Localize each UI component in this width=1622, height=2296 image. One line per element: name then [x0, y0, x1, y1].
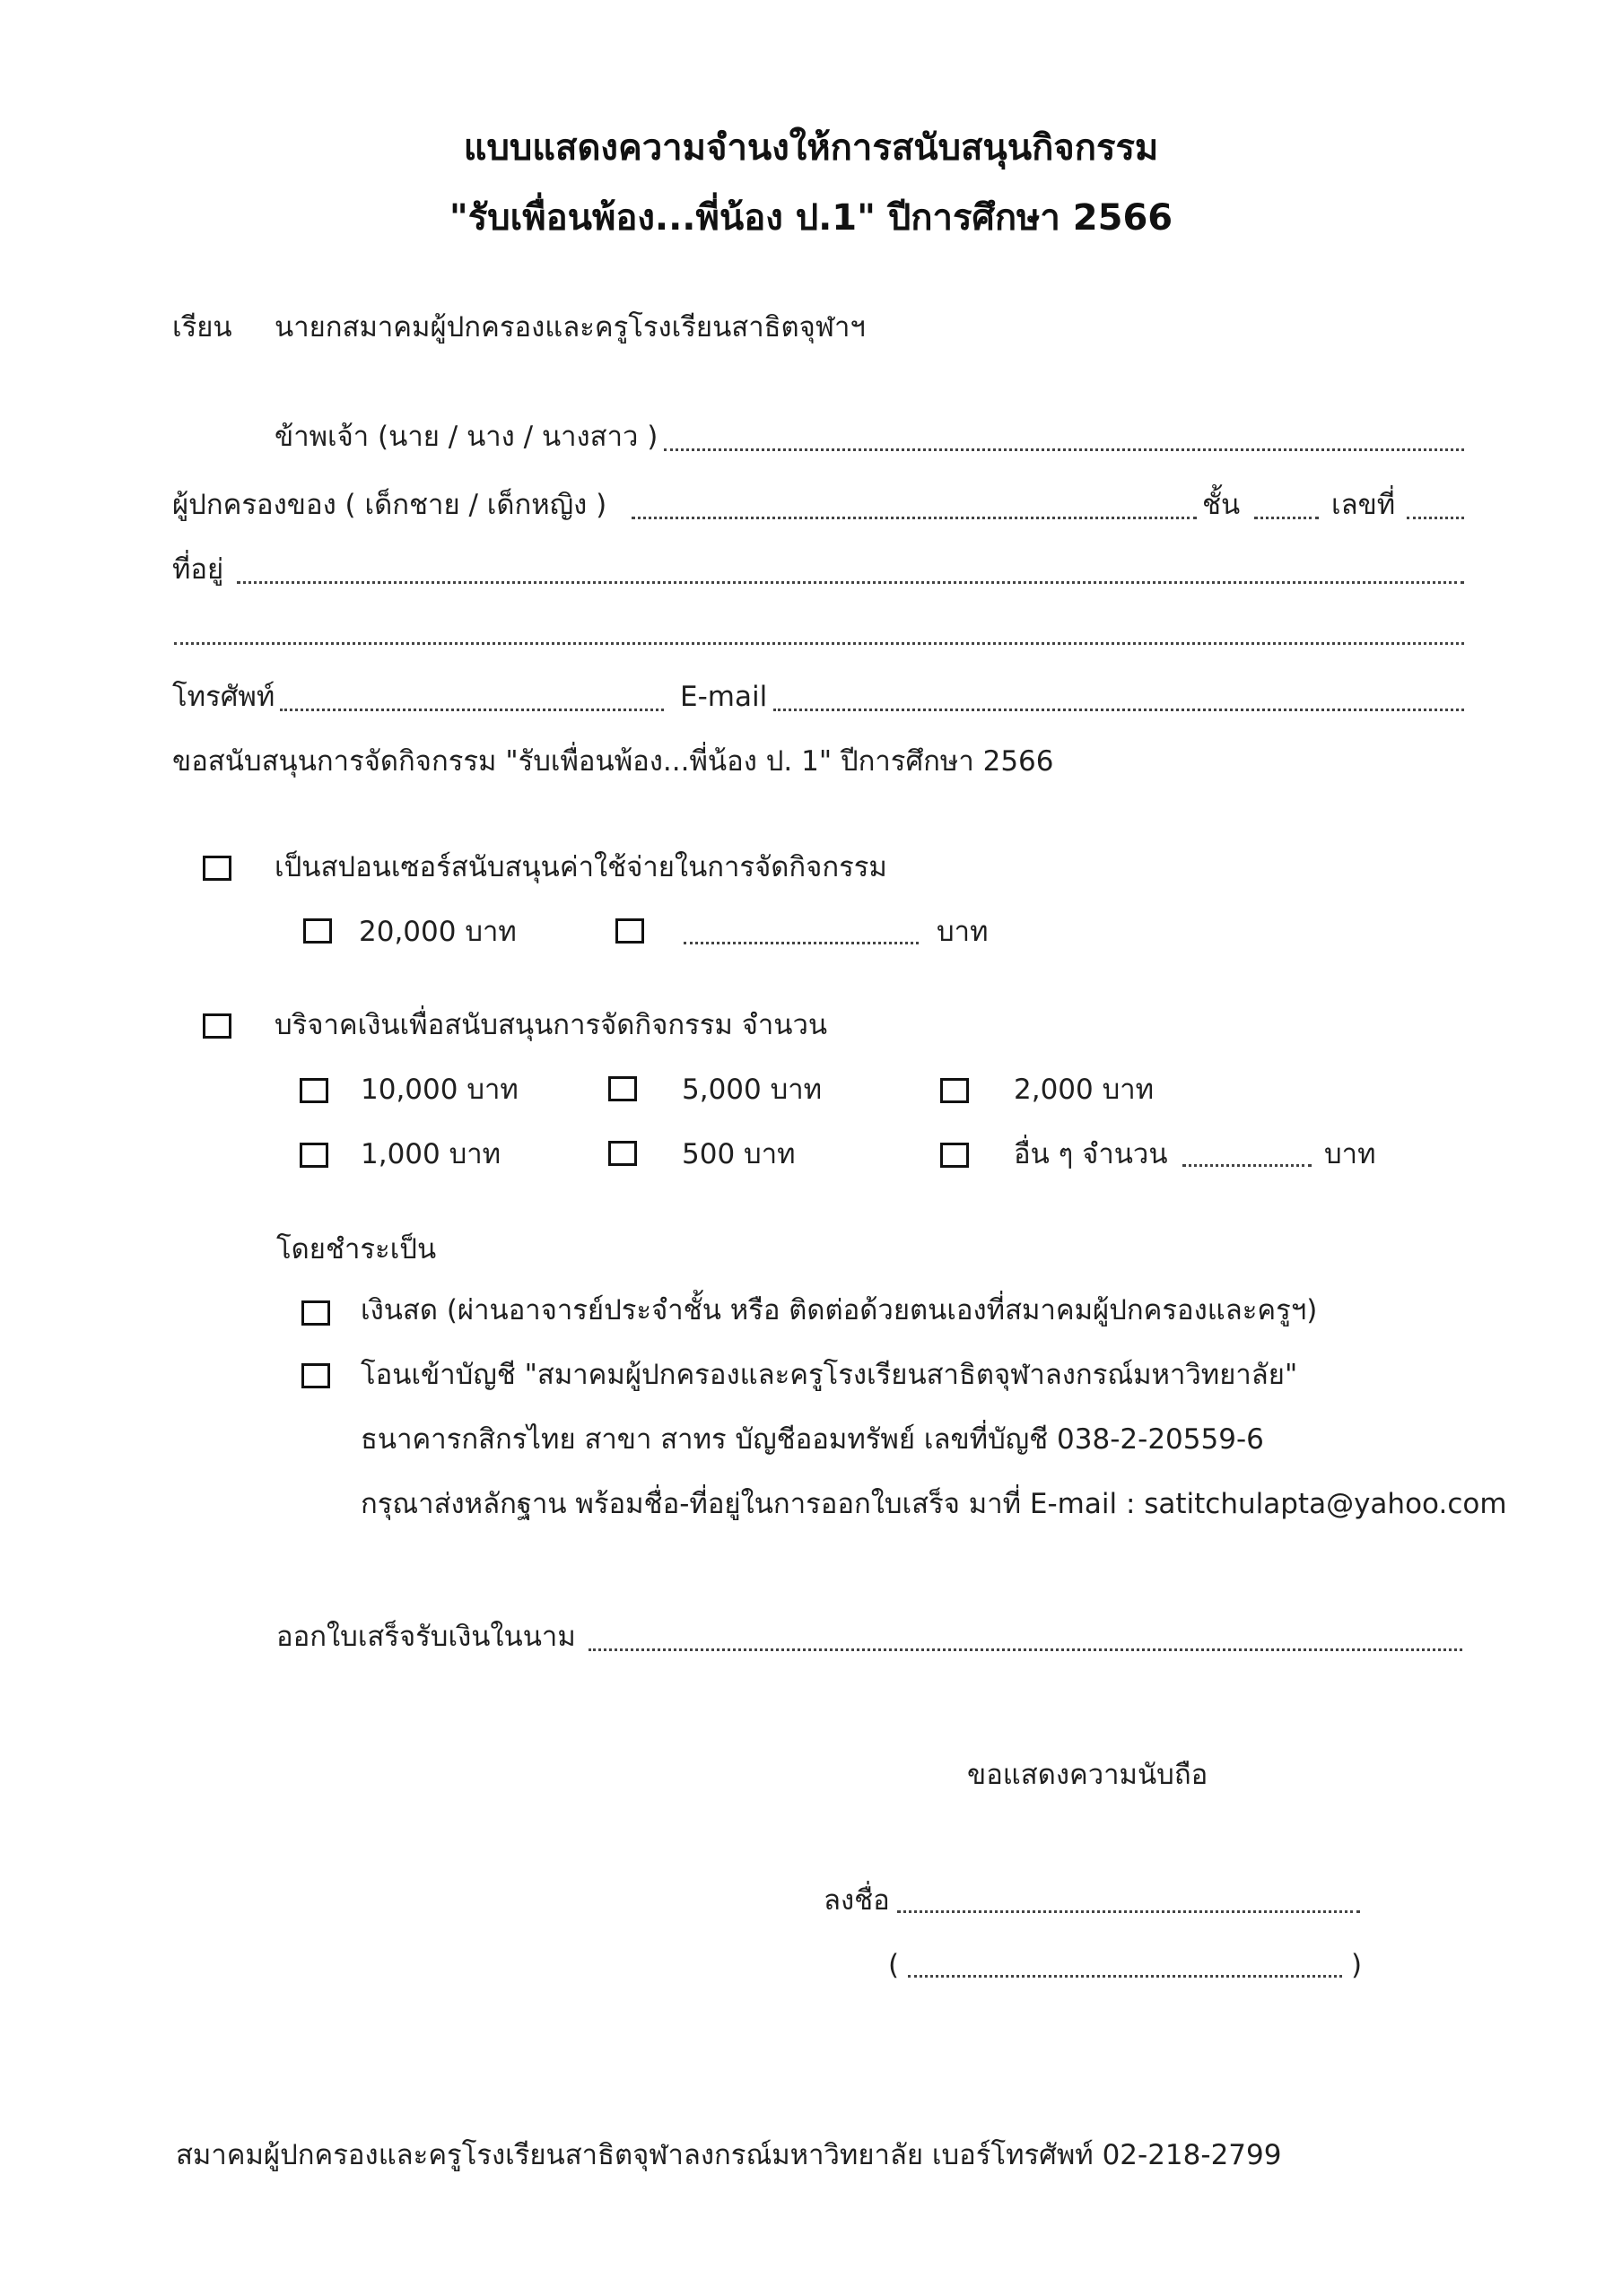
donation-1000-checkbox[interactable]: [300, 1143, 328, 1168]
sponsor-label: เป็นสปอนเซอร์สนับสนุนค่าใช้จ่ายในการจัดกิจกรรม: [275, 851, 887, 883]
salutation-label: เรียน: [172, 311, 232, 344]
name-field[interactable]: [664, 448, 1464, 451]
donation-5000-label: 5,000 บาท: [682, 1074, 823, 1106]
donation-other-label: อื่น ๆ จำนวน: [1014, 1138, 1168, 1170]
donation-500-label: 500 บาท: [682, 1138, 796, 1170]
donation-5000-checkbox[interactable]: [608, 1076, 637, 1101]
class-field[interactable]: [1254, 517, 1319, 519]
evidence-instruction: กรุณาส่งหลักฐาน พร้อมชื่อ-ที่อยู่ในการออกใบเสร็จ มาที่ E-mail : satitchulapta@yahoo.com: [361, 1488, 1507, 1520]
class-label: ชั้น: [1202, 489, 1241, 521]
sponsor-20000-label: 20,000 บาท: [359, 916, 517, 948]
bank-account-line: ธนาคารกสิกรไทย สาขา สาทร บัญชีออมทรัพย์ เลขที่บัญชี 038-2-20559-6: [361, 1423, 1264, 1456]
printed-name-field[interactable]: [908, 1975, 1342, 1978]
footer-contact: สมาคมผู้ปกครองและครูโรงเรียนสาธิตจุฬาลงกรณ์มหาวิทยาลัย เบอร์โทรศัพท์ 02-218-2799: [176, 2139, 1282, 2171]
sponsor-other-checkbox[interactable]: [615, 918, 644, 944]
payment-cash-label: เงินสด (ผ่านอาจารย์ประจำชั้น หรือ ติดต่อด้วยตนเองที่สมาคมผู้ปกครองและครูฯ): [361, 1294, 1318, 1326]
payment-transfer-label: โอนเข้าบัญชี "สมาคมผู้ปกครองและครูโรงเรียนสาธิตจุฬาลงกรณ์มหาวิทยาลัย": [361, 1359, 1298, 1391]
student-name-field[interactable]: [632, 517, 1197, 519]
donation-10000-checkbox[interactable]: [300, 1078, 328, 1103]
printed-name-close-paren: ): [1351, 1949, 1363, 1981]
support-statement: ขอสนับสนุนการจัดกิจกรรม "รับเพื่อนพ้อง...พี่น้อง ป. 1" ปีการศึกษา 2566: [172, 745, 1054, 778]
donation-1000-label: 1,000 บาท: [361, 1138, 501, 1170]
receipt-name-field[interactable]: [589, 1648, 1462, 1651]
donation-10000-label: 10,000 บาท: [361, 1074, 519, 1106]
donation-other-unit: บาท: [1324, 1138, 1376, 1170]
payment-cash-checkbox[interactable]: [301, 1300, 330, 1326]
donation-label: บริจาคเงินเพื่อสนับสนุนการจัดกิจกรรม จำนวน: [275, 1009, 828, 1041]
receipt-name-label: ออกใบเสร็จรับเงินในนาม: [276, 1621, 576, 1653]
printed-name-open-paren: (: [888, 1949, 900, 1981]
signature-field[interactable]: [897, 1910, 1360, 1913]
sponsor-checkbox[interactable]: [203, 856, 231, 881]
address-field-line-1[interactable]: [237, 581, 1464, 584]
address-field-line-2[interactable]: [174, 642, 1464, 645]
donation-checkbox[interactable]: [203, 1013, 231, 1039]
donation-2000-label: 2,000 บาท: [1014, 1074, 1155, 1106]
sponsor-other-unit: บาท: [937, 916, 989, 948]
donation-other-checkbox[interactable]: [940, 1143, 969, 1168]
phone-label: โทรศัพท์: [172, 681, 275, 713]
number-field[interactable]: [1407, 517, 1464, 519]
payment-transfer-checkbox[interactable]: [301, 1363, 330, 1388]
donation-2000-checkbox[interactable]: [940, 1078, 969, 1103]
name-label: ข้าพเจ้า (นาย / นาง / นางสาว ): [275, 421, 658, 453]
donation-500-checkbox[interactable]: [608, 1141, 637, 1166]
form-title-line-2: "รับเพื่อนพ้อง...พี่น้อง ป.1" ปีการศึกษา 2566: [449, 197, 1173, 239]
email-field[interactable]: [773, 709, 1464, 711]
sponsor-other-amount-field[interactable]: [684, 942, 919, 944]
phone-field[interactable]: [280, 709, 664, 711]
closing-regards: ขอแสดงความนับถือ: [967, 1759, 1208, 1791]
salutation-recipient: นายกสมาคมผู้ปกครองและครูโรงเรียนสาธิตจุฬาฯ: [275, 311, 866, 344]
number-label: เลขที่: [1331, 489, 1396, 521]
guardian-label: ผู้ปกครองของ ( เด็กชาย / เด็กหญิง ): [172, 489, 607, 521]
sponsor-20000-checkbox[interactable]: [303, 918, 332, 944]
email-label: E-mail: [680, 681, 768, 713]
form-title-line-1: แบบแสดงความจำนงให้การสนับสนุนกิจกรรม: [463, 127, 1159, 169]
signature-label: ลงชื่อ: [824, 1884, 890, 1917]
payment-label: โดยชำระเป็น: [276, 1233, 437, 1265]
address-label: ที่อยู่: [172, 553, 224, 586]
donation-other-amount-field[interactable]: [1182, 1164, 1312, 1167]
